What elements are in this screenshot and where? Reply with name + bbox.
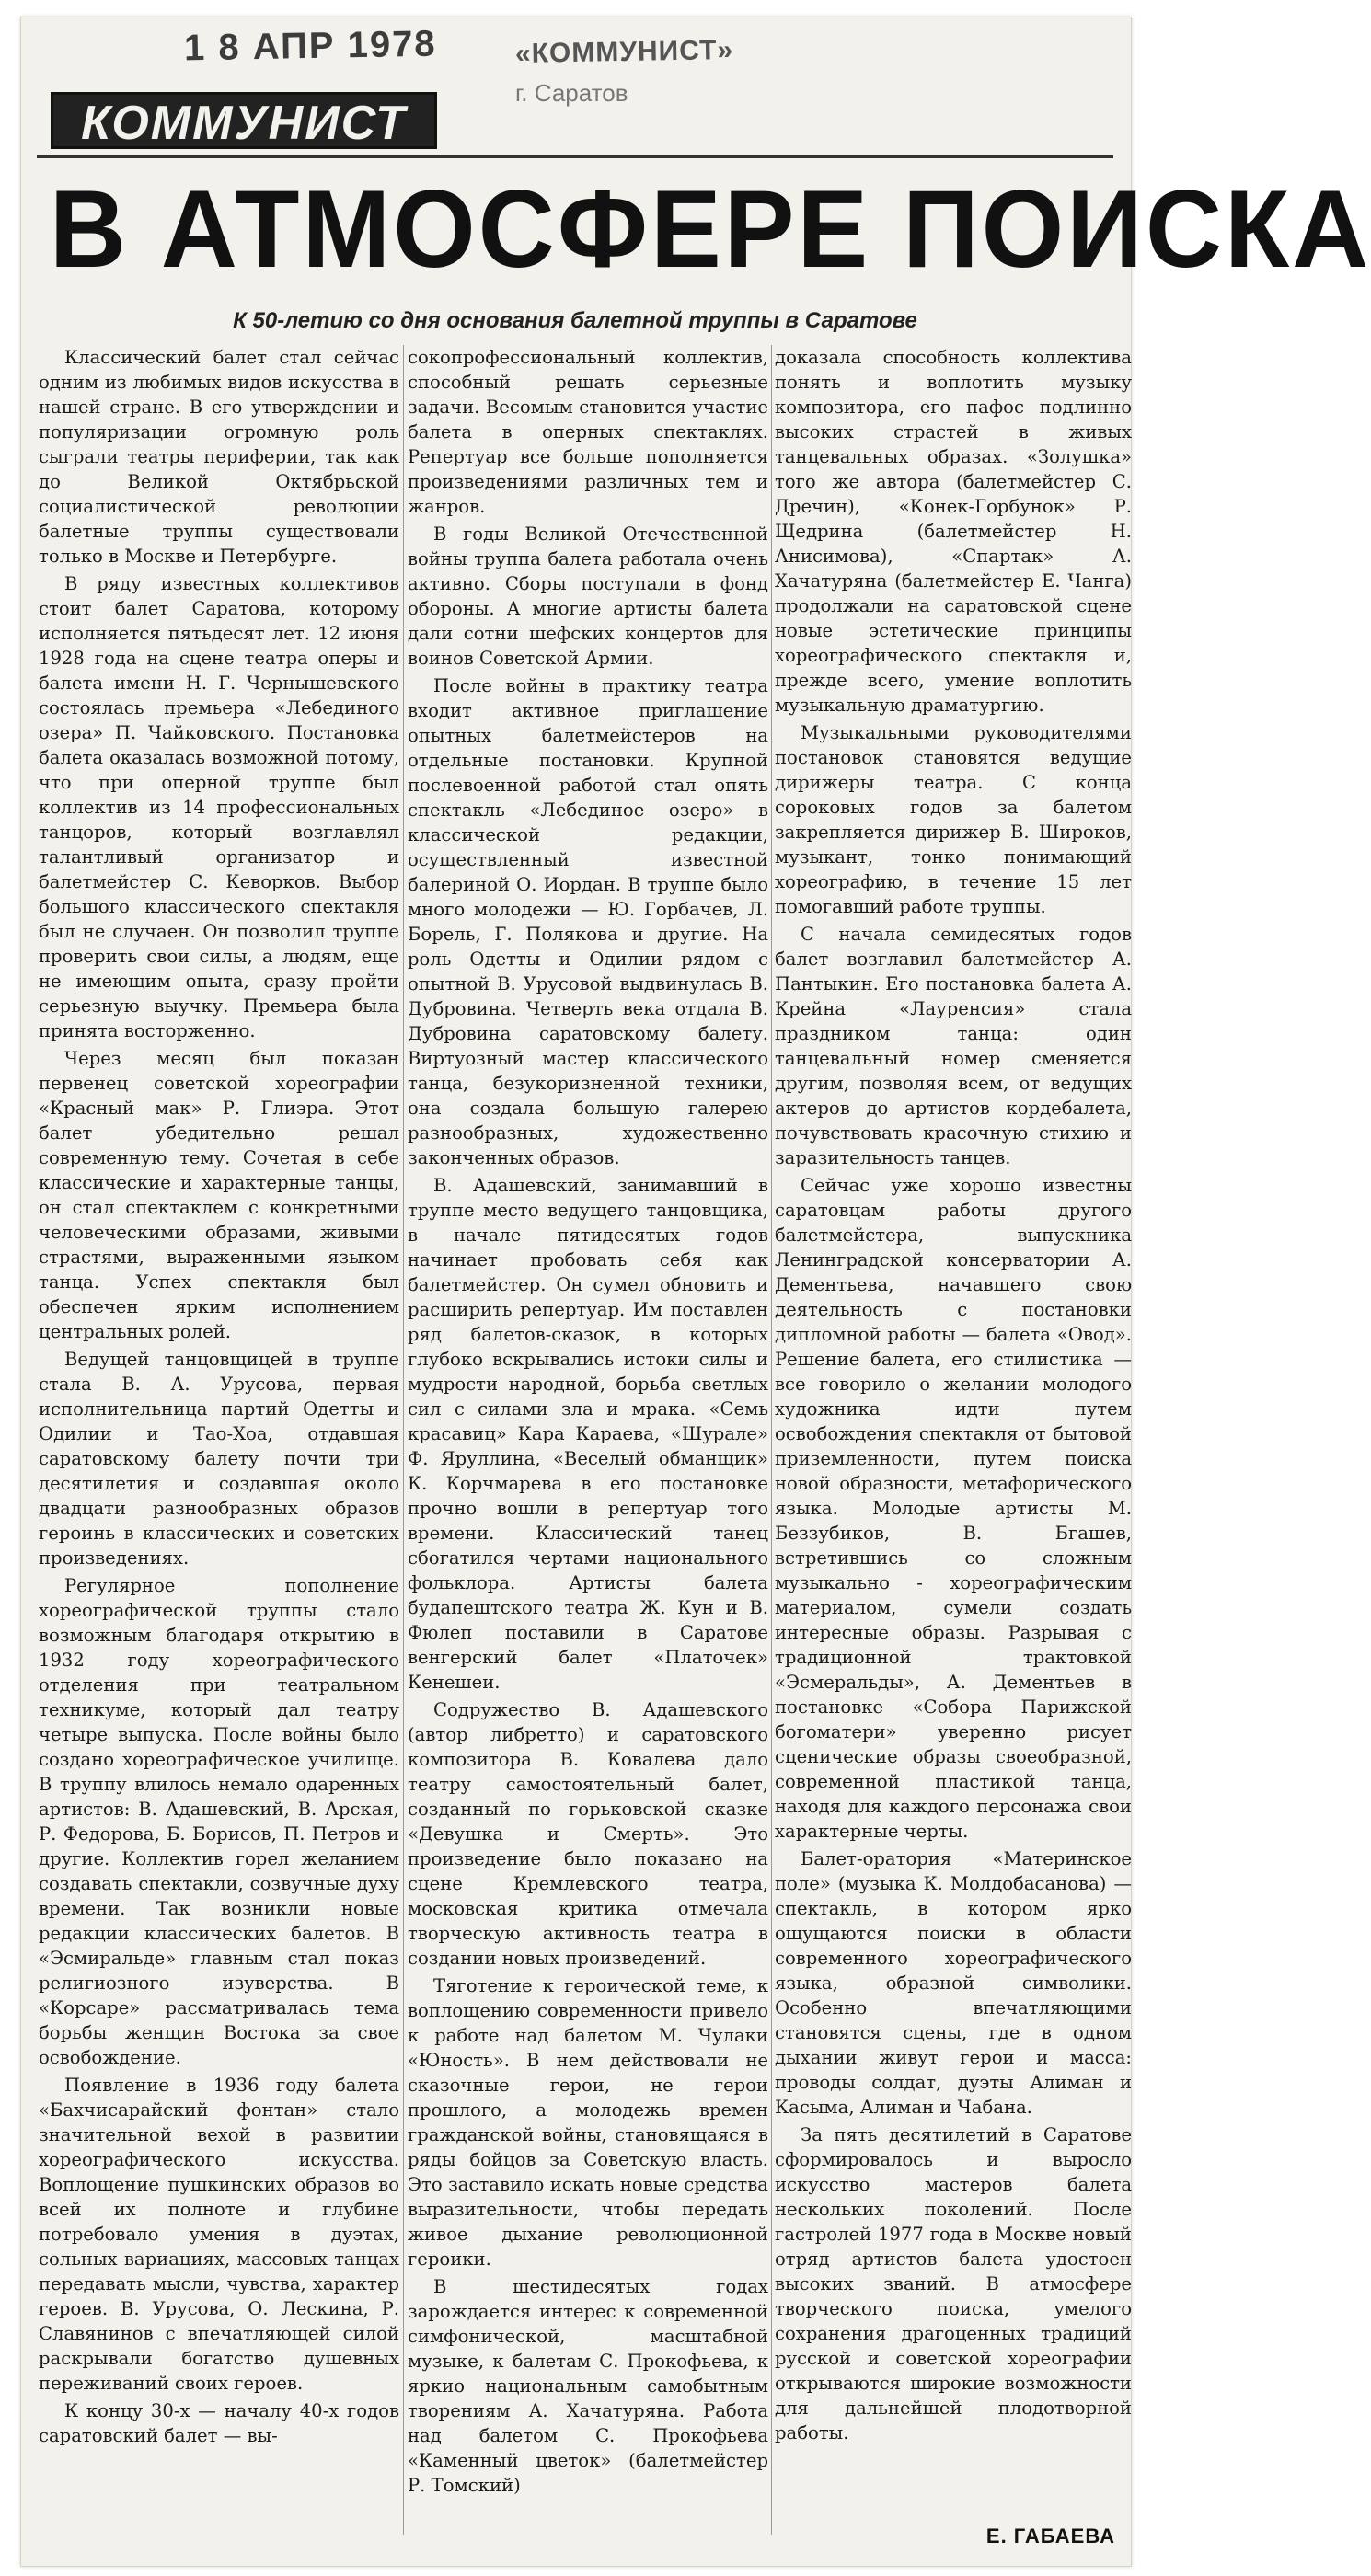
paragraph: Балет-оратория «Материнское поле» (музыка К. Молдобасанова) — спектакль, в котором ярко ощущаются поиски в области современного хореографического языка, образной символики. Особенно впечатляющими становятся сцены, где в одном дыхании живут герои и масса: проводы солдат, дуэты Алиман и Касыма, Алиман и Чабана. bbox=[775, 1848, 1132, 2118]
article-headline: В АТМОСФЕРЕ ПОИСКА bbox=[49, 167, 1371, 291]
source-stamp: «КОММУНИСТ» bbox=[514, 34, 734, 70]
newspaper-masthead: КОММУНИСТ bbox=[51, 92, 437, 149]
article-column-2 bbox=[408, 345, 768, 2544]
masthead-divider bbox=[37, 155, 1113, 158]
article-subheadline: К 50-летию со дня основания балетной труппы в Саратове bbox=[233, 308, 917, 333]
column-divider bbox=[403, 345, 404, 2535]
paragraph: Тяготение к героической теме, к воплощению современности привело к работе над балетом М. Чулаки «Юность». В нем действовали не сказочные герои, не герои прошлого, а молодежь времен гражданской войны, становящаяся в ряды бойцов за Советскую власть. Это заставило искать новые средства выразительности, чтобы передать живое дыхание революционной героики. bbox=[408, 1975, 768, 2270]
paragraph: сокопрофессиональный коллектив, способный решать серьезные задачи. Весомым становится участие балета в оперных спектаклях. Репертуар все больше пополняется произведениями различных тем и жанров. bbox=[408, 347, 768, 517]
paragraph: Сейчас уже хорошо известны саратовцам работы другого балетмейстера, выпускника Ленинградской консерватории А. Дементьева, начавшего свою деятельность с постановки дипломной работы — балета «Овод». Решение балета, его стилистика — все говорило о желании молодого художника идти путем освобождения спектакля от бытовой приземленности, путем поиска новой образности, метафорического языка. Молодые артисты М. Беззубиков, В. Бгашев, встретившись со сложным музыкально - хореографическим материалом, сумели создать интересные образы. Разрывая с традиционной трактовкой «Эсмеральды», А. Дементьев в постановке «Собора Парижской богоматери» уверенно рисует сценические образы своеобразной, современной пластикой танца, находя для каждого персонажа свои характерные черты. bbox=[775, 1175, 1132, 1842]
paragraph: Содружество В. Адашевского (автор либретто) и саратовского композитора В. Ковалева дало театру самостоятельный балет, созданный по горьковской сказке «Девушка и Смерть». Это произведение было показано на сцене Кремлевского театра, московская критика отмечала творческую активность театра в создании новых произведений. bbox=[408, 1699, 768, 1969]
date-stamp: 1 8 АПР 1978 bbox=[183, 23, 437, 69]
paragraph: В ряду известных коллективов стоит балет Саратова, которому исполняется пятьдесят лет. 12 июня 1928 года на сцене театра оперы и балета имени Н. Г. Чернышевского состоялась премьера «Лебединого озера» П. Чайковского. Постановка балета оказалась возможной потому, что при оперной труппе был коллектив из 14 профессиональных танцоров, который возглавлял талантливый организатор и балетмейстер С. Кеворков. Выбор большого классического спектакля был не случаен. Он позволил труппе проверить свои силы, а людям, еще не имеющим опыта, сразу пройти серьезную выучку. Премьера была принята восторженно. bbox=[39, 573, 399, 1041]
article-column-1 bbox=[39, 345, 399, 2544]
paragraph: Через месяц был показан первенец советской хореографии «Красный мак» Р. Глиэра. Этот балет убедительно решал современную тему. Сочетая в себе классические и характерные танцы, он стал спектаклем с конкретными человеческими образами, живыми страстями, выраженными языком танца. Успех спектакля был обеспечен ярким исполнением центральных ролей. bbox=[39, 1048, 399, 1342]
paragraph: Ведущей танцовщицей в труппе стала В. А. Урусова, первая исполнительница партий Одетты и Одилии и Тао-Хоа, отдавшая саратовскому балету почти три десятилетия и создавшая около двадцати разнообразных образов героинь в классических и советских произведениях. bbox=[39, 1349, 399, 1569]
paragraph: доказала способность коллектива понять и воплотить музыку композитора, его пафос подлинно высоких страстей в живых танцевальных образах. «Золушка» того же автора (балетмейстер С. Дречин), «Конек-Горбунок» Р. Щедрина (балетмейстер Н. Анисимова), «Спартак» А. Хачатуряна (балетмейстер Е. Чанга) продолжали на саратовской сцене новые эстетические принципы хореографического спектакля и, прежде всего, умение воплотить музыкальную драматургию. bbox=[775, 347, 1132, 716]
article-column-3 bbox=[775, 345, 1132, 2544]
city-stamp: г. Саратов bbox=[515, 79, 628, 107]
paragraph: Появление в 1936 году балета «Бахчисарайский фонтан» стало значительной вехой в развитии хореографического искусства. Воплощение пушкинских образов во всей их полноте и глубине потребовало умения в дуэтах, сольных вариациях, массовых танцах передавать мысли, чувства, характер героев. В. Урусова, О. Лескина, Р. Славянинов с впечатляющей силой раскрывали богатство душевных переживаний своих героев. bbox=[39, 2075, 399, 2394]
author-signature: Е. ГАБАЕВА bbox=[985, 2524, 1115, 2547]
paragraph: В шестидесятых годах зарождается интерес к современной симфонической, масштабной музыке, к балетам С. Прокофьева, к яркио национальным самобытным творениям А. Хачатуряна. Работа над балетом С. Прокофьева «Каменный цветок» (балетмейстер Р. Томский) bbox=[408, 2276, 768, 2496]
paragraph: В. Адашевский, занимавший в труппе место ведущего танцовщика, в начале пятидесятых годов начинает пробовать себя как балетмейстер. Он сумел обновить и расширить репертуар. Им поставлен ряд балетов-сказок, в которых глубоко вскрывались истоки силы и мудрости народной, борьба светлых сил с силами зла и мрака. «Семь красавиц» Кара Караева, «Шурале» Ф. Яруллина, «Веселый обманщик» К. Корчмарева в его постановке прочно вошли в репертуар того времени. Классический танец сбогатился чертами национального фольклора. Артисты балета будапештского театра Ж. Кун и В. Фюлеп поставили в Саратове венгерский балет «Платочек» Кенешеи. bbox=[408, 1175, 768, 1693]
paragraph: С начала семидесятых годов балет возглавил балетмейстер А. Пантыкин. Его постановка балета А. Крейна «Лауренсия» стала праздником танца: один танцевальный номер сменяется другим, позволяя всем, от ведущих актеров до артистов кордебалета, почувствовать красочную стихию и заразительность танцев. bbox=[775, 924, 1132, 1168]
paragraph: К концу 30-х — началу 40-х годов саратовский балет — вы- bbox=[39, 2400, 399, 2446]
paragraph: После войны в практику театра входит активное приглашение опытных балетмейстеров на отдельные постановки. Крупной послевоенной работой стал опять спектакль «Лебединое озеро» в классической редакции, осуществленный известной балериной О. Иордан. В труппе было много молодежи — Ю. Горбачев, Л. Борель, Г. Полякова и другие. На роль Одетты и Одилии рядом с опытной В. Урусовой выдвинулась В. Дубровина. Четверть века отдала В. Дубровина саратовскому балету. Виртуозный мастер классического танца, безукоризненной техники, она создала большую галерею разнообразных, художественно законченных образов. bbox=[408, 675, 768, 1168]
paragraph: Музыкальными руководителями постановок становятся ведущие дирижеры театра. С конца сороковых годов за балетом закрепляется дирижер В. Широков, музыкант, тонко понимающий хореографию, в течение 15 лет помогавший работе труппы. bbox=[775, 722, 1132, 917]
paragraph: Регулярное пополнение хореографической труппы стало возможным благодаря открытию в 1932 году хореографического отделения при театральном техникуме, который дал театру четыре выпуска. После войны было создано хореографическое училище. В труппу влилось немало одаренных артистов: В. Адашевский, В. Арская, Р. Федорова, Б. Борисов, П. Петров и другие. Коллектив горел желанием создавать спектакли, созвучные духу времени. Так возникли новые редакции классических балетов. В «Эсмиральде» главным стал показ религиозного изуверства. В «Корсаре» рассматривалась тема борьбы женщин Востока за свое освобождение. bbox=[39, 1575, 399, 2068]
paragraph: В годы Великой Отечественной войны труппа балета работала очень активно. Сборы поступали в фонд обороны. А многие артисты балета дали сотни шефских концертов для воинов Советской Армии. bbox=[408, 523, 768, 669]
paragraph: Классический балет стал сейчас одним из любимых видов искусства в нашей стране. В его утверждении и популяризации огромную роль сыграли театры периферии, так как до Великой Октябрьской социалистической революции балетные труппы существовали только в Москве и Петербурге. bbox=[39, 347, 399, 567]
column-divider bbox=[771, 345, 772, 2535]
paragraph: За пять десятилетий в Саратове сформировалось и выросло искусство мастеров балета нескольких поколений. После гастролей 1977 года в Москве новый отряд артистов балета удостоен высоких званий. В атмосфере творческого поиска, умелого сохранения драгоценных традиций русской и советской хореографии открываются широкие возможности для дальнейшей плодотворной работы. bbox=[775, 2124, 1132, 2444]
